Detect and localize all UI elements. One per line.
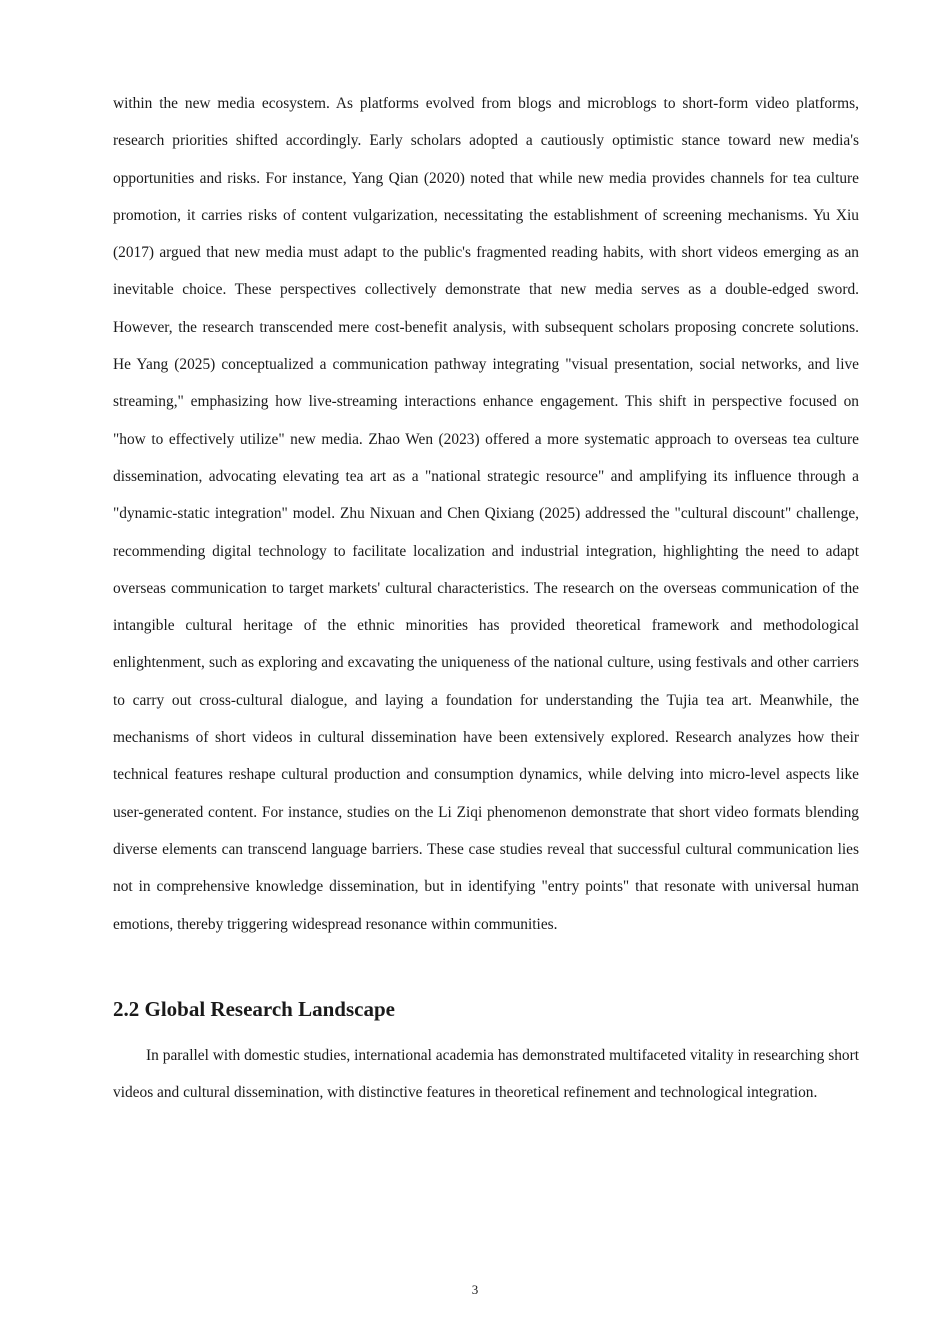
page-number: 3 bbox=[471, 1282, 479, 1297]
section-heading: 2.2 Global Research Landscape bbox=[113, 996, 395, 1021]
document-page bbox=[113, 85, 859, 1111]
body-paragraph: within the new media ecosystem. As platforms evolved from blogs and microblogs to short-form video platforms, research priorities shifted accordingly. Early scholars adopted a cautiously optimistic stance toward new media's opportunities and risks. For instance, Yang Qian (2020) noted that while new media provides channels for tea culture promotion, it carries risks of content vulgarization, necessitating the establishment of screening mechanisms. Yu Xiu (2017) argued that new media must adapt to the public's fragmented reading habits, with short videos emerging as an inevitable choice. These perspectives collectively demonstrate that new media serves as a double-edged sword. However, the research transcended mere cost-benefit analysis, with subsequent scholars proposing concrete solutions. He Yang (2025) conceptualized a communication pathway integrating "visual presentation, social networks, and live streaming," emphasizing how live-streaming interactions enhance engagement. This shift in perspective focused on "how to effectively utilize" new media. Zhao Wen (2023) offered a more systematic approach to overseas tea culture dissemination, advocating elevating tea art as a "national strategic resource" and amplifying its influence through a "dynamic-static integration" model. Zhu Nixuan and Chen Qixiang (2025) addressed the "cultural discount" challenge, recommending digital technology to facilitate localization and industrial integration, highlighting the need to adapt overseas communication to target markets' cultural characteristics. The research on the overseas communication of the intangible cultural heritage of the ethnic minorities has provided theoretical framework and methodological enlightenment, such as exploring and excavating the uniqueness of the national culture, using festivals and other carriers to carry out cross-cultural dialogue, and laying a foundation for understanding the Tujia tea art. Meanwhile, the mechanisms of short videos in cultural dissemination have been extensively explored. Research analyzes how their technical features reshape cultural production and consumption dynamics, while delving into micro-level aspects like user-generated content. For instance, studies on the Li Ziqi phenomenon demonstrate that short video formats blending diverse elements can transcend language barriers. These case studies reveal that successful cultural communication lies not in comprehensive knowledge dissemination, but in identifying "entry points" that resonate with universal human emotions, thereby triggering widespread resonance within communities. bbox=[113, 95, 859, 933]
body-paragraph-indented: In parallel with domestic studies, international academia has demonstrated multifaceted vitality in researching short videos and cultural dissemination, with distinctive features in theoretical refinement and technological integration. bbox=[113, 1046, 859, 1102]
